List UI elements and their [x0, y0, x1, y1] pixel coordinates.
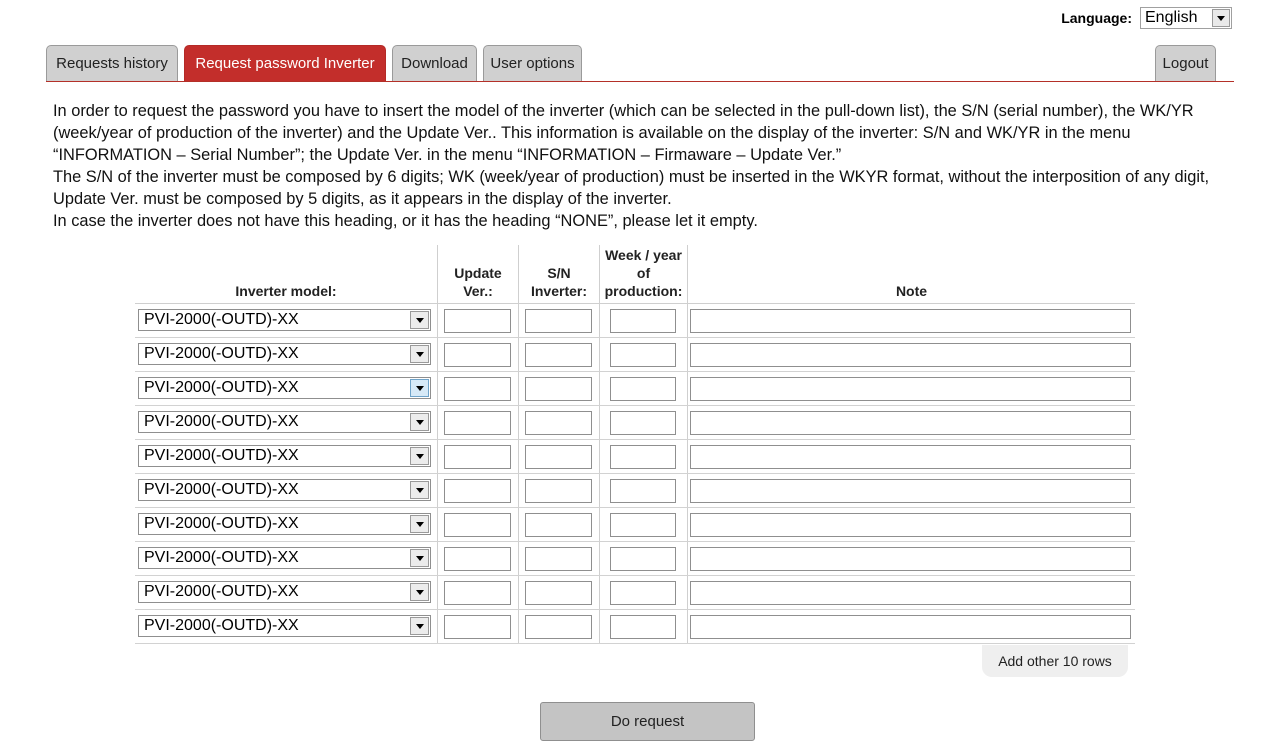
inverter-table — [135, 245, 1135, 644]
update-ver-input[interactable] — [444, 513, 511, 537]
week-year-input[interactable] — [610, 513, 676, 537]
table-header — [135, 245, 1135, 304]
week-year-input[interactable] — [610, 411, 676, 435]
week-year-input[interactable] — [610, 547, 676, 571]
table-row — [135, 610, 1135, 644]
chevron-down-icon[interactable] — [410, 311, 429, 329]
table-row — [135, 406, 1135, 440]
week-year-input[interactable] — [610, 445, 676, 469]
tab-user-options[interactable]: User options — [483, 45, 582, 81]
sn-input[interactable] — [525, 479, 592, 503]
week-year-input[interactable] — [610, 343, 676, 367]
sn-input[interactable] — [525, 377, 592, 401]
inverter-model-value: PVI-2000(-OUTD)-XX — [144, 583, 299, 600]
sn-input[interactable] — [525, 513, 592, 537]
header-note: Note — [895, 283, 928, 299]
sn-input[interactable] — [525, 547, 592, 571]
update-ver-input[interactable] — [444, 343, 511, 367]
week-year-input[interactable] — [610, 377, 676, 401]
chevron-down-icon[interactable] — [410, 413, 429, 431]
header-inverter-model: Inverter model: — [235, 283, 337, 299]
inverter-model-select[interactable] — [138, 377, 431, 399]
header-week-year: Week / year of production: — [604, 247, 683, 299]
note-input[interactable] — [690, 411, 1131, 435]
note-input[interactable] — [690, 581, 1131, 605]
inverter-model-value: PVI-2000(-OUTD)-XX — [144, 413, 299, 430]
instructions-paragraph: The S/N of the inverter must be composed by 6 digits; WK (week/year of production) must be inserted in the WKYR format, without the interposition of any digit, Update Ver. must be composed by 5 digits, as it appears in the display of the inverter. — [53, 168, 1210, 208]
note-input[interactable] — [690, 343, 1131, 367]
sn-input[interactable] — [525, 343, 592, 367]
sn-input[interactable] — [525, 615, 592, 639]
note-input[interactable] — [690, 479, 1131, 503]
inverter-model-value: PVI-2000(-OUTD)-XX — [144, 515, 299, 532]
note-input[interactable] — [690, 445, 1131, 469]
chevron-down-icon[interactable] — [410, 549, 429, 567]
tab-requests-history[interactable]: Requests history — [46, 45, 178, 81]
language-label: Language: — [1061, 10, 1132, 26]
inverter-model-select[interactable] — [138, 411, 431, 433]
update-ver-input[interactable] — [444, 309, 511, 333]
table-row — [135, 576, 1135, 610]
week-year-input[interactable] — [610, 479, 676, 503]
note-input[interactable] — [690, 309, 1131, 333]
inverter-model-select[interactable] — [138, 615, 431, 637]
chevron-down-icon[interactable] — [410, 481, 429, 499]
chevron-down-icon[interactable] — [410, 447, 429, 465]
table-row — [135, 542, 1135, 576]
instructions-paragraph: In case the inverter does not have this heading, or it has the heading “NONE”, please let it empty. — [53, 212, 758, 230]
week-year-input[interactable] — [610, 309, 676, 333]
chevron-down-icon[interactable] — [410, 617, 429, 635]
chevron-down-icon[interactable] — [410, 345, 429, 363]
instructions-paragraph: In order to request the password you have to insert the model of the inverter (which can be selected in the pull-down list), the S/N (serial number), the WK/YR (week/year of production of the inverter) and the Update Ver.. This information is available on the display of the inverter: S/N and WK/YR in the menu “INFORMATION – Serial Number”; the Update Ver. in the menu “INFORMATION – Firmaware – Update Ver.” — [53, 102, 1194, 164]
sn-input[interactable] — [525, 581, 592, 605]
inverter-model-value: PVI-2000(-OUTD)-XX — [144, 617, 299, 634]
logout-button[interactable]: Logout — [1155, 45, 1216, 81]
note-input[interactable] — [690, 615, 1131, 639]
sn-input[interactable] — [525, 445, 592, 469]
note-input[interactable] — [690, 547, 1131, 571]
inverter-model-value: PVI-2000(-OUTD)-XX — [144, 379, 299, 396]
language-selector — [1061, 7, 1232, 29]
table-row — [135, 508, 1135, 542]
note-input[interactable] — [690, 377, 1131, 401]
header-update-ver: Update Ver.: — [454, 265, 502, 299]
tab-bar — [46, 45, 1234, 82]
update-ver-input[interactable] — [444, 445, 511, 469]
inverter-model-value: PVI-2000(-OUTD)-XX — [144, 311, 299, 328]
language-selected-value: English — [1145, 9, 1198, 26]
inverter-model-select[interactable] — [138, 445, 431, 467]
week-year-input[interactable] — [610, 581, 676, 605]
inverter-model-select[interactable] — [138, 479, 431, 501]
update-ver-input[interactable] — [444, 377, 511, 401]
week-year-input[interactable] — [610, 615, 676, 639]
table-row — [135, 338, 1135, 372]
header-sn-inverter: S/N Inverter: — [530, 265, 588, 299]
inverter-model-select[interactable] — [138, 581, 431, 603]
table-row — [135, 474, 1135, 508]
table-row — [135, 372, 1135, 406]
inverter-model-select[interactable] — [138, 309, 431, 331]
chevron-down-icon[interactable] — [1212, 9, 1230, 27]
language-select[interactable] — [1140, 7, 1232, 29]
update-ver-input[interactable] — [444, 547, 511, 571]
tab-request-password-inverter[interactable]: Request password Inverter — [184, 45, 386, 81]
inverter-model-select[interactable] — [138, 343, 431, 365]
instructions — [53, 100, 1228, 232]
sn-input[interactable] — [525, 309, 592, 333]
inverter-model-value: PVI-2000(-OUTD)-XX — [144, 345, 299, 362]
chevron-down-icon[interactable] — [410, 515, 429, 533]
update-ver-input[interactable] — [444, 411, 511, 435]
inverter-model-value: PVI-2000(-OUTD)-XX — [144, 481, 299, 498]
chevron-down-icon[interactable] — [410, 379, 429, 397]
update-ver-input[interactable] — [444, 581, 511, 605]
sn-input[interactable] — [525, 411, 592, 435]
inverter-model-select[interactable] — [138, 547, 431, 569]
chevron-down-icon[interactable] — [410, 583, 429, 601]
table-row — [135, 440, 1135, 474]
note-input[interactable] — [690, 513, 1131, 537]
inverter-model-value: PVI-2000(-OUTD)-XX — [144, 549, 299, 566]
update-ver-input[interactable] — [444, 615, 511, 639]
do-request-button[interactable]: Do request — [540, 702, 755, 741]
inverter-model-select[interactable] — [138, 513, 431, 535]
update-ver-input[interactable] — [444, 479, 511, 503]
tab-download[interactable]: Download — [392, 45, 477, 81]
table-row — [135, 304, 1135, 338]
add-rows-button[interactable]: Add other 10 rows — [982, 645, 1128, 677]
inverter-model-value: PVI-2000(-OUTD)-XX — [144, 447, 299, 464]
